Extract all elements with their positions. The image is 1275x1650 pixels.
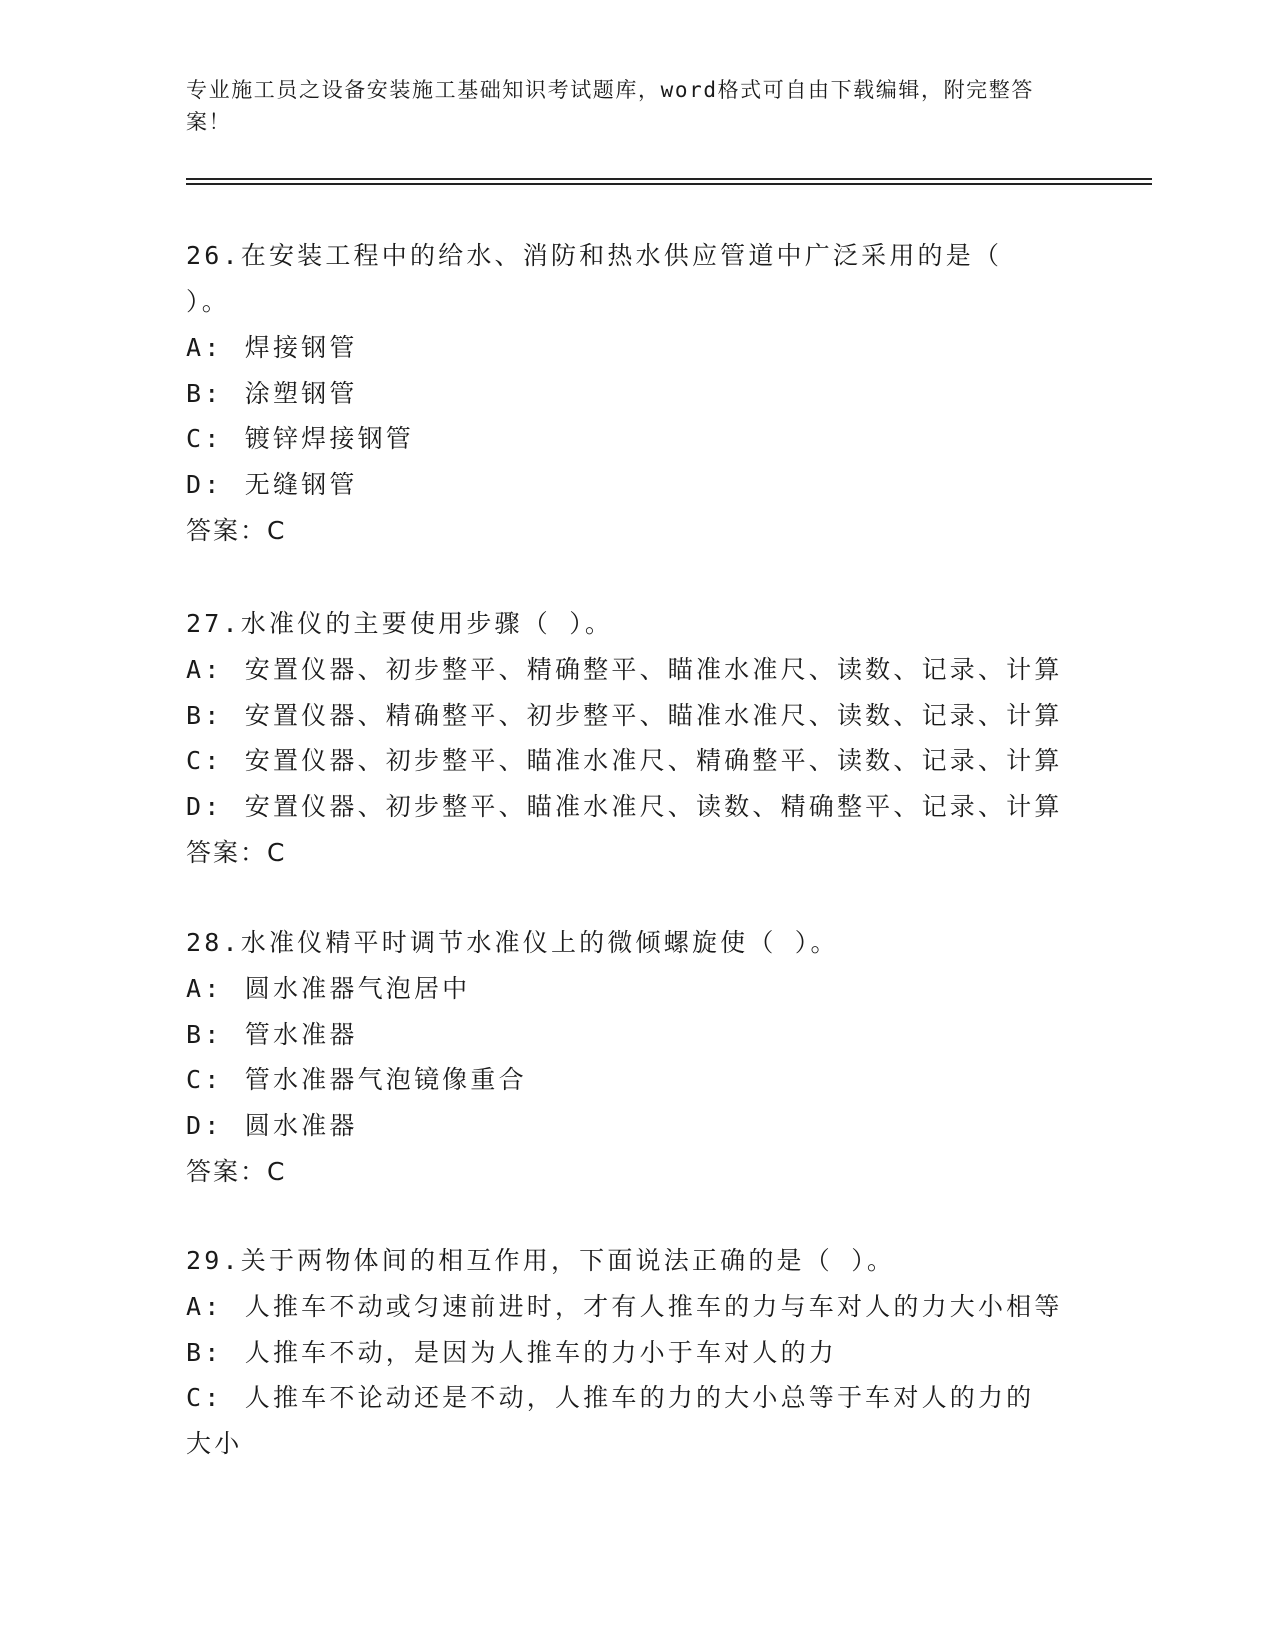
option-letter: A: <box>186 655 223 684</box>
question-29 <box>186 1238 1086 1467</box>
option-text: 焊接钢管 <box>244 333 358 362</box>
option-letter: C: <box>186 746 223 776</box>
answer-line <box>186 830 1086 876</box>
option-text: 管水准器气泡镜像重合 <box>244 1065 527 1095</box>
option-text: 安置仪器、初步整平、精确整平、瞄准水准尺、读数、记录、计算 <box>244 655 1063 684</box>
option-letter: A: <box>186 333 223 362</box>
answer-value: C <box>267 515 287 545</box>
option-text: 安置仪器、初步整平、瞄准水准尺、精确整平、读数、记录、计算 <box>244 746 1063 776</box>
option-a <box>186 647 1086 693</box>
question-stem: 26.在安装工程中的给水、消防和热水供应管道中广泛采用的是（ ）。 <box>186 241 1003 316</box>
answer-value: C <box>267 837 287 867</box>
option-text: 人推车不论动还是不动，人推车的力的大小总等于车对人的力的大小 <box>186 1383 1035 1459</box>
option-letter: A: <box>186 974 223 1003</box>
option-text: 圆水准器 <box>244 1111 358 1141</box>
question-stem: 28.水准仪精平时调节水准仪上的微倾螺旋使（ ）。 <box>186 928 839 957</box>
answer-label: 答案： <box>186 1156 268 1186</box>
option-d <box>186 784 1086 830</box>
option-letter: B: <box>186 1337 223 1367</box>
question-28 <box>186 920 1086 1195</box>
option-c <box>186 738 1086 784</box>
option-b <box>186 371 1086 417</box>
option-text: 人推车不动，是因为人推车的力小于车对人的力 <box>244 1337 837 1367</box>
answer-label: 答案： <box>186 515 268 545</box>
option-letter: C: <box>186 424 223 454</box>
question-27 <box>186 601 1086 876</box>
option-text: 无缝钢管 <box>244 470 358 500</box>
question-stem: 29.关于两物体间的相互作用，下面说法正确的是（ ）。 <box>186 1246 896 1275</box>
option-letter: B: <box>186 378 223 408</box>
option-a <box>186 966 1086 1012</box>
answer-label: 答案： <box>186 837 268 867</box>
header-divider-bottom <box>186 183 1152 185</box>
option-a <box>186 325 1086 371</box>
option-text: 管水准器 <box>244 1019 358 1049</box>
option-letter: B: <box>186 700 223 730</box>
option-text: 涂塑钢管 <box>244 378 358 408</box>
option-d <box>186 1103 1086 1149</box>
option-letter: C: <box>186 1383 223 1413</box>
option-letter: C: <box>186 1065 223 1095</box>
question-stem: 27.水准仪的主要使用步骤（ ）。 <box>186 609 614 638</box>
option-letter: D: <box>186 470 223 500</box>
answer-line <box>186 1149 1086 1195</box>
option-letter: D: <box>186 792 223 822</box>
question-26 <box>186 233 1086 554</box>
option-b <box>186 1330 1086 1376</box>
option-text: 人推车不动或匀速前进时，才有人推车的力与车对人的力大小相等 <box>244 1292 1063 1321</box>
option-d <box>186 462 1086 508</box>
option-text: 圆水准器气泡居中 <box>244 974 471 1003</box>
answer-line <box>186 508 1086 554</box>
option-b <box>186 1012 1086 1058</box>
document-header: 专业施工员之设备安装施工基础知识考试题库，word格式可自由下载编辑，附完整答案！ <box>186 78 1034 134</box>
option-c <box>186 1057 1086 1103</box>
option-c <box>186 416 1086 462</box>
option-text: 镀锌焊接钢管 <box>244 424 414 454</box>
option-letter: B: <box>186 1019 223 1049</box>
option-c <box>186 1375 1046 1467</box>
answer-value: C <box>267 1156 287 1186</box>
option-text: 安置仪器、初步整平、瞄准水准尺、读数、精确整平、记录、计算 <box>244 792 1063 822</box>
header-divider-top <box>186 178 1152 180</box>
option-a <box>186 1284 1086 1330</box>
option-letter: D: <box>186 1111 223 1141</box>
option-b <box>186 693 1086 739</box>
option-text: 安置仪器、精确整平、初步整平、瞄准水准尺、读数、记录、计算 <box>244 700 1063 730</box>
option-letter: A: <box>186 1292 223 1321</box>
